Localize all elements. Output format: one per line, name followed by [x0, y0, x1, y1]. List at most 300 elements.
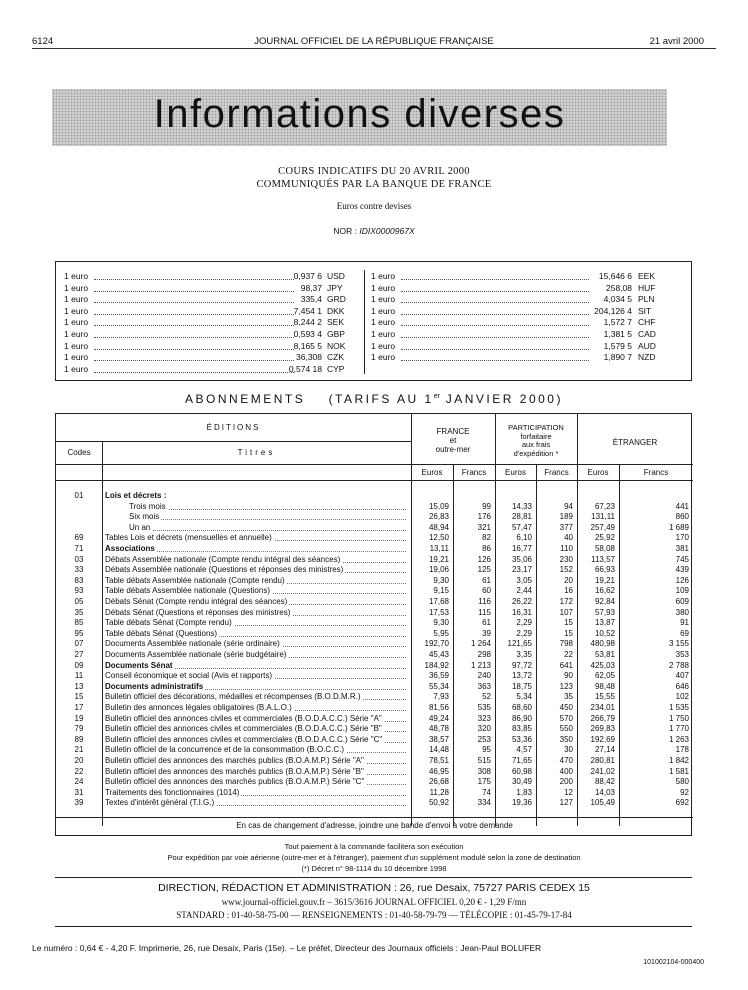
price-cell: 646 — [675, 681, 689, 691]
row-code: 85 — [74, 618, 84, 628]
price-cell: 1 842 — [668, 756, 689, 765]
rate-row — [64, 271, 364, 283]
price-cell: 308 — [477, 766, 491, 776]
price-cell: 62,05 — [594, 671, 615, 681]
rate-value: 0,574 18 — [288, 363, 322, 374]
row-title: Débats Sénat (Questions et réponses des ministres) — [105, 607, 291, 617]
price-cell: 36,59 — [428, 671, 449, 681]
rate-value: 1,381 5 — [603, 329, 632, 339]
rate-label: 1 euro — [64, 282, 89, 293]
rate-value: 335,4 — [300, 294, 322, 305]
currency-code: CAD — [638, 329, 656, 339]
leader-dots — [129, 509, 406, 510]
rate-row — [64, 294, 364, 306]
row-title: Bulletin officiel des annonces des marchés publics (B.O.A.M.P.) Série "B" — [105, 766, 364, 776]
row-code: 15 — [74, 692, 84, 702]
price-cell: 380 — [675, 607, 689, 617]
price-cell: 2,44 — [516, 586, 532, 596]
price-cell: 26,22 — [511, 597, 532, 606]
price-cell: 745 — [675, 554, 689, 564]
price-cell: 253 — [477, 734, 491, 744]
price-cell: 61 — [482, 575, 491, 585]
leader-dots — [94, 360, 294, 361]
price-cell: 71,65 — [511, 756, 532, 765]
price-cell: 68,60 — [511, 703, 532, 712]
row-title: Bulletin officiel des annonces des marchés publics (B.O.A.M.P.) Série "C" — [105, 777, 365, 787]
price-cell: 107 — [559, 607, 573, 617]
price-cell: 609 — [675, 597, 689, 606]
price-cell: 11,28 — [429, 787, 449, 797]
row-title: Bulletin officiel des décorations, médailles et récompenses (B.O.D.M.R.) — [105, 692, 361, 702]
price-cell: 127 — [559, 798, 573, 808]
row-code: 93 — [74, 586, 84, 596]
table-row — [56, 597, 693, 606]
price-cell: 2,29 — [516, 618, 532, 628]
currency-code: HUF — [638, 282, 656, 293]
price-cell: 3,35 — [516, 650, 532, 659]
price-cell: 97,72 — [511, 660, 532, 670]
rate-value: 1,890 7 — [603, 352, 632, 363]
direction-bottom-rule — [55, 926, 692, 927]
footer-code: 101002104-000400 — [643, 959, 704, 966]
row-title: Table débats Assemblée nationale (Questions) — [105, 586, 270, 596]
table-row — [56, 586, 693, 595]
rate-label: 1 euro — [371, 282, 396, 293]
price-cell: 178 — [675, 745, 689, 755]
price-cell: 641 — [559, 660, 573, 670]
row-title: Conseil économique et social (Avis et rapports) — [105, 671, 273, 681]
price-cell: 35,06 — [511, 554, 532, 564]
currency-code: USD — [327, 271, 345, 281]
price-cell: 19,36 — [511, 798, 532, 808]
rate-label: 1 euro — [64, 294, 89, 305]
france-header-line3: outre-mer — [435, 445, 471, 454]
row-title: Traitements des fonctionnaires (1014) — [105, 787, 240, 797]
price-cell: 19,21 — [594, 575, 615, 585]
price-cell: 28,81 — [511, 512, 532, 522]
price-cell: 121,65 — [507, 639, 532, 649]
price-cell: 7,93 — [433, 692, 449, 702]
price-cell: 1 264 — [470, 639, 491, 649]
price-cell: 5,34 — [516, 692, 532, 702]
table-row — [56, 650, 693, 659]
row-title: Documents Assemblée nationale (série budgétaire) — [105, 650, 287, 659]
row-title: Documents administratifs — [105, 681, 204, 691]
rate-value: 7,454 1 — [293, 305, 322, 316]
price-cell: 184,92 — [424, 660, 449, 670]
row-title: Six mois — [129, 512, 160, 522]
row-code: 31 — [74, 787, 84, 797]
price-cell: 257,49 — [590, 522, 615, 532]
price-cell: 50,92 — [428, 798, 449, 808]
leader-dots — [401, 291, 589, 292]
price-cell: 92 — [680, 787, 689, 797]
grid-line — [56, 464, 693, 465]
price-cell: 113,57 — [591, 554, 615, 564]
unit-euros-etranger: Euros — [587, 468, 609, 477]
price-cell: 320 — [477, 724, 491, 734]
price-cell: 20 — [564, 575, 573, 585]
row-code: 01 — [74, 491, 84, 500]
price-cell: 230 — [559, 554, 573, 564]
table-row — [56, 724, 693, 733]
rate-row — [371, 306, 671, 318]
price-cell: 1 263 — [668, 734, 689, 744]
leader-dots — [129, 519, 406, 520]
grid-line — [56, 441, 411, 442]
row-code: 27 — [74, 650, 84, 659]
price-cell: 16,62 — [594, 586, 615, 596]
price-cell: 95 — [482, 745, 491, 755]
cours-title-line1: COURS INDICATIFS DU 20 AVRIL 2000 — [278, 166, 470, 177]
price-cell: 25,92 — [594, 533, 615, 543]
leader-dots — [401, 325, 589, 326]
rate-value: 1,579 5 — [603, 340, 632, 351]
france-header-line2: et — [449, 436, 457, 445]
price-cell: 66,93 — [594, 565, 615, 575]
price-cell: 99 — [482, 501, 491, 511]
leader-dots — [401, 337, 589, 338]
exchange-rates-box — [55, 261, 692, 381]
currency-code: GRD — [327, 294, 346, 305]
currency-code: SIT — [638, 305, 652, 316]
price-cell: 1 581 — [668, 766, 689, 776]
price-cell: 90 — [564, 671, 573, 681]
price-cell: 1 535 — [668, 703, 689, 712]
table-row — [56, 661, 693, 670]
price-cell: 2,29 — [516, 628, 532, 638]
row-code: 17 — [74, 703, 84, 712]
header-rule — [32, 48, 716, 49]
price-cell: 10,52 — [594, 628, 615, 638]
price-cell: 334 — [477, 798, 491, 808]
row-title: Table débats Assemblée nationale (Compte rendu) — [105, 575, 285, 585]
table-row — [56, 523, 693, 532]
price-cell: 9,15 — [433, 586, 449, 596]
price-cell: 5,95 — [433, 628, 449, 638]
price-cell: 377 — [559, 522, 573, 532]
tarifs-suffix: JANVIER 2000) — [439, 392, 563, 406]
price-cell: 269,83 — [590, 724, 615, 734]
table-row — [56, 745, 693, 754]
rate-row — [371, 317, 671, 329]
price-cell: 241,02 — [590, 766, 615, 776]
row-code: 39 — [74, 798, 84, 808]
price-cell: 60 — [482, 586, 491, 596]
price-cell: 39 — [482, 628, 491, 638]
price-cell: 321 — [477, 522, 491, 532]
rate-row — [64, 341, 364, 353]
price-cell: 15,09 — [428, 501, 449, 511]
currency-code: CZK — [327, 352, 344, 363]
rate-label: 1 euro — [64, 305, 89, 316]
payment-note: Tout paiement à la commande facilitera son exécution — [284, 842, 464, 851]
price-cell: 172 — [559, 597, 573, 606]
unit-francs-etranger: Francs — [643, 468, 669, 477]
price-cell: 240 — [477, 671, 491, 681]
table-row — [56, 735, 693, 744]
table-row — [56, 714, 693, 723]
price-cell: 115 — [478, 607, 491, 617]
price-cell: 69 — [680, 628, 689, 638]
abonnements-heading — [0, 392, 748, 406]
price-cell: 110 — [560, 544, 573, 553]
row-code: 79 — [74, 724, 84, 734]
price-cell: 23,17 — [511, 565, 532, 575]
price-cell: 105,49 — [590, 798, 615, 808]
cours-subtitle: Euros contre devises — [336, 201, 412, 211]
price-cell: 480,98 — [590, 639, 615, 649]
row-title: Bulletin officiel de la concurrence et de la consommation (B.O.C.C.) — [105, 745, 345, 755]
rate-row — [371, 294, 671, 306]
row-title: Textes d'intérêt général (T.I.G.) — [105, 798, 215, 808]
row-title: Bulletin officiel des annonces civiles et commerciales (B.O.D.A.C.C.) Série "C" — [105, 734, 383, 744]
rate-value: 98,37 — [300, 282, 322, 293]
participation-header-line3: aux frais — [521, 440, 551, 449]
row-code: 05 — [74, 597, 84, 606]
rate-label: 1 euro — [64, 329, 89, 339]
leader-dots — [129, 530, 406, 531]
price-cell: 109 — [675, 586, 689, 596]
rate-value: 0,937 6 — [293, 271, 322, 281]
table-row — [56, 576, 693, 585]
price-cell: 116 — [478, 597, 491, 606]
price-cell: 55,34 — [428, 681, 449, 691]
row-title: Débats Assemblée nationale (Compte rendu intégral des séances) — [105, 554, 341, 564]
price-cell: 323 — [477, 713, 491, 723]
price-cell: 86,90 — [511, 713, 532, 723]
price-cell: 450 — [559, 703, 573, 712]
leader-dots — [94, 337, 294, 338]
price-cell: 102 — [675, 692, 689, 702]
price-cell: 580 — [675, 777, 689, 787]
row-code: 71 — [74, 544, 84, 553]
rate-label: 1 euro — [371, 305, 396, 316]
rate-label: 1 euro — [64, 340, 89, 351]
rate-value: 4,034 5 — [603, 294, 632, 305]
row-title: Un an — [129, 522, 151, 532]
leader-dots — [401, 314, 589, 315]
table-row — [56, 788, 693, 797]
participation-header — [495, 424, 577, 458]
banner-title: Informations diverses — [153, 92, 566, 136]
price-cell: 170 — [675, 533, 689, 543]
price-cell: 12 — [564, 787, 573, 797]
price-cell: 86 — [482, 544, 491, 553]
price-cell: 266,79 — [590, 713, 615, 723]
price-cell: 30,49 — [511, 777, 532, 787]
unit-francs-france: Francs — [461, 468, 487, 477]
france-header — [411, 427, 495, 454]
currency-code: DKK — [327, 305, 345, 316]
price-cell: 30 — [564, 745, 573, 755]
table-row — [56, 565, 693, 574]
rate-row — [64, 364, 364, 376]
price-cell: 200 — [559, 777, 573, 787]
rate-label: 1 euro — [371, 352, 396, 363]
price-cell: 470 — [559, 756, 573, 765]
currency-code: JPY — [327, 282, 343, 293]
row-title: Associations — [105, 544, 155, 553]
price-cell: 1,83 — [516, 787, 532, 797]
table-row — [56, 756, 693, 765]
row-code: 22 — [74, 766, 84, 776]
price-cell: 1 213 — [470, 660, 491, 670]
price-cell: 13,11 — [429, 544, 449, 553]
participation-header-line1: PARTICIPATION — [508, 423, 564, 432]
leader-dots — [94, 279, 294, 280]
leader-dots — [401, 360, 589, 361]
currency-code: CYP — [327, 363, 345, 374]
rate-row — [64, 283, 364, 295]
tarifs-prefix: (TARIFS AU 1 — [328, 392, 434, 406]
price-cell: 15,55 — [594, 692, 615, 702]
price-cell: 176 — [477, 512, 491, 522]
currency-code: SEK — [327, 317, 345, 328]
row-code: 03 — [74, 554, 84, 564]
price-cell: 353 — [675, 650, 689, 659]
price-cell: 798 — [559, 639, 573, 649]
grid-line — [56, 817, 693, 818]
direction-address: DIRECTION, RÉDACTION ET ADMINISTRATION : 26, rue Desaix, 75727 PARIS CEDEX 15 — [158, 882, 590, 894]
row-code: 95 — [74, 628, 84, 638]
price-cell: 123 — [559, 681, 573, 691]
table-row — [56, 491, 693, 500]
price-cell: 3,05 — [516, 575, 532, 585]
rate-label: 1 euro — [371, 294, 396, 305]
price-cell: 60,98 — [511, 766, 532, 776]
row-title: Table débats Sénat (Compte rendu) — [105, 618, 232, 628]
section-banner — [52, 89, 667, 146]
price-cell: 570 — [559, 713, 573, 723]
price-cell: 9,30 — [433, 618, 449, 628]
table-row — [56, 767, 693, 776]
table-row — [56, 682, 693, 691]
row-code: 11 — [74, 671, 84, 681]
price-cell: 19,06 — [428, 565, 449, 575]
price-cell: 535 — [477, 703, 491, 712]
unit-euros-france: Euros — [421, 468, 443, 477]
price-cell: 16 — [564, 586, 573, 596]
table-row — [56, 544, 693, 553]
issue-date: 21 avril 2000 — [649, 36, 704, 47]
price-cell: 125 — [477, 565, 491, 575]
price-cell: 14,03 — [594, 787, 615, 797]
currency-code: GBP — [327, 329, 345, 339]
footer-imprint: Le numéro : 0,64 € - 4,20 F. Imprimerie, 26, rue Desaix, Paris (15e). – Le préfet, Directeur des Journaux officiels : Jean-Paul BOLUFER — [32, 943, 542, 953]
price-cell: 48,94 — [428, 522, 449, 532]
row-title: Bulletin officiel des annonces civiles et commerciales (B.O.D.A.C.C.) Série "A" — [105, 713, 382, 723]
nor-reference — [0, 226, 748, 236]
price-cell: 15 — [564, 618, 573, 628]
codes-header: Codes — [67, 448, 91, 457]
france-header-line1: FRANCE — [436, 427, 470, 436]
row-title: Bulletin officiel des annonces civiles et commerciales (B.O.D.A.C.C.) Série "B" — [105, 724, 382, 734]
titres-header: Titres — [237, 448, 276, 457]
leader-dots — [94, 302, 294, 303]
row-code: 21 — [74, 745, 84, 755]
direction-top-rule — [55, 877, 692, 878]
table-row — [56, 629, 693, 638]
rate-row — [371, 329, 671, 341]
price-cell: 350 — [559, 734, 573, 744]
row-code: 35 — [74, 607, 84, 617]
row-title: Débats Sénat (Compte rendu intégral des séances) — [105, 597, 288, 606]
price-cell: 49,24 — [428, 713, 449, 723]
price-cell: 298 — [477, 650, 491, 659]
price-cell: 441 — [675, 501, 689, 511]
rate-value: 258,08 — [606, 282, 632, 293]
leader-dots — [94, 349, 294, 350]
currency-code: PLN — [638, 294, 655, 305]
price-cell: 234,01 — [590, 703, 615, 712]
row-code: 24 — [74, 777, 84, 787]
price-cell: 14,33 — [511, 501, 532, 511]
decree-note: (*) Décret n° 98-1114 du 10 décembre 1998 — [301, 864, 447, 873]
price-cell: 4,57 — [516, 745, 532, 755]
row-code: 33 — [74, 565, 84, 575]
unit-francs-participation: Francs — [544, 468, 569, 477]
direction-phones: STANDARD : 01-40-58-75-00 — RENSEIGNEMENTS : 01-40-58-79-79 — TÉLÉCOPIE : 01-45-79-17-84 — [176, 910, 572, 920]
rate-value: 0,593 4 — [293, 329, 322, 339]
price-cell: 58,08 — [594, 544, 615, 553]
price-cell: 81,56 — [428, 703, 449, 712]
etranger-header: ÉTRANGER — [612, 438, 658, 447]
rate-row — [371, 352, 671, 364]
price-cell: 83,85 — [511, 724, 532, 734]
price-cell: 2 788 — [668, 660, 689, 670]
row-title: Trois mois — [129, 501, 166, 511]
price-cell: 53,81 — [594, 650, 615, 659]
price-cell: 52 — [482, 692, 491, 702]
price-cell: 1 750 — [668, 713, 689, 723]
row-code: 09 — [74, 660, 84, 670]
price-cell: 40 — [564, 533, 573, 543]
price-cell: 61 — [482, 618, 491, 628]
table-row — [56, 777, 693, 786]
price-cell: 26,68 — [428, 777, 449, 787]
table-row — [56, 512, 693, 521]
table-row — [56, 608, 693, 617]
price-cell: 12,50 — [428, 533, 449, 543]
rate-value: 1,572 7 — [603, 317, 632, 328]
leader-dots — [94, 372, 294, 373]
rate-value: 8,165 5 — [293, 340, 322, 351]
price-cell: 280,81 — [590, 756, 615, 765]
row-title: Table débats Sénat (Questions) — [105, 628, 218, 638]
price-cell: 13,72 — [511, 671, 532, 681]
rate-label: 1 euro — [64, 317, 89, 328]
table-row — [56, 502, 693, 511]
price-cell: 17,68 — [428, 597, 449, 606]
rates-column-divider — [364, 270, 365, 374]
row-code: 19 — [74, 713, 84, 723]
leader-dots — [401, 302, 589, 303]
currency-code: EEK — [638, 271, 656, 281]
row-title: Lois et décrets : — [105, 491, 167, 500]
table-row — [56, 555, 693, 564]
row-title: Bulletin des annonces légales obligatoires (B.A.L.O.) — [105, 703, 292, 712]
price-cell: 92,84 — [594, 597, 615, 606]
price-cell: 53,36 — [511, 734, 532, 744]
price-cell: 57,93 — [594, 607, 615, 617]
price-cell: 1 689 — [668, 522, 689, 532]
price-cell: 126 — [477, 554, 491, 564]
price-cell: 363 — [477, 681, 491, 691]
price-cell: 131,11 — [591, 512, 615, 522]
table-row — [56, 639, 693, 648]
currency-code: NOK — [327, 340, 346, 351]
